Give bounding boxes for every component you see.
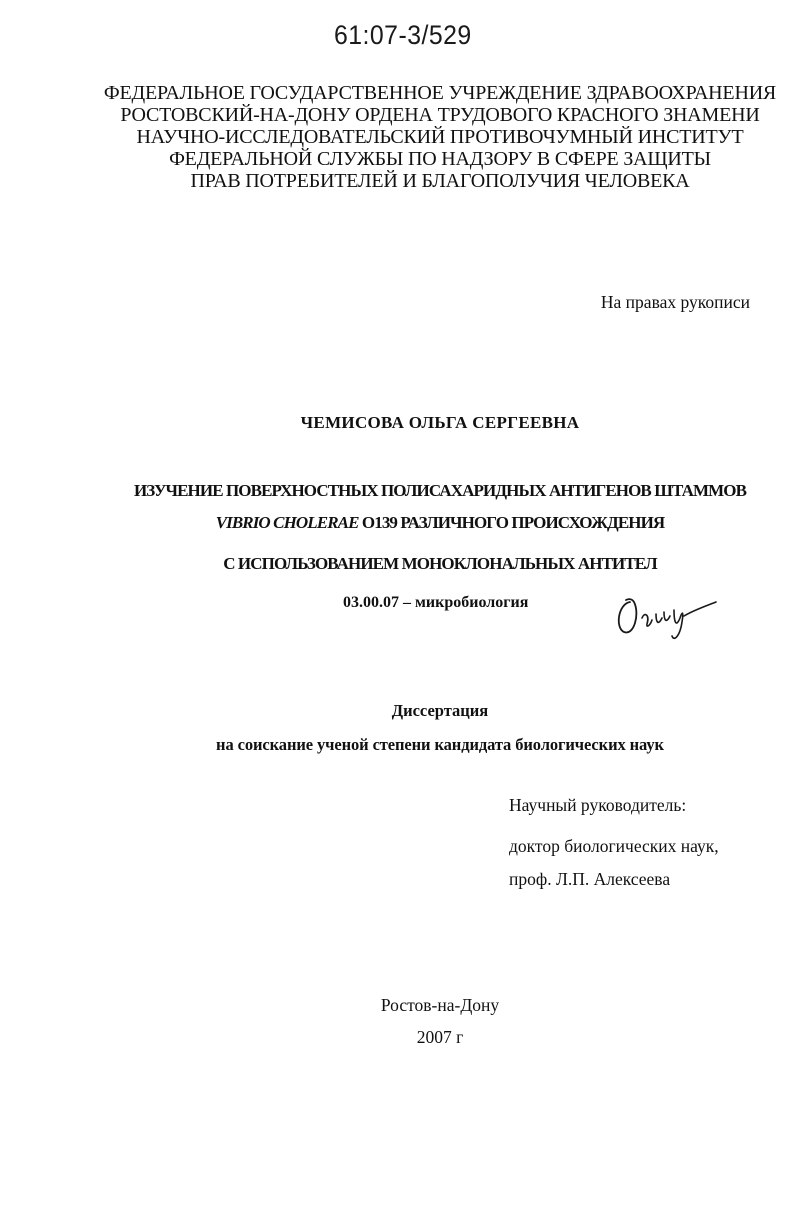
institution-line: ФЕДЕРАЛЬНОЙ СЛУЖБЫ ПО НАДЗОРУ В СФЕРЕ ЗАЩИТЫ	[169, 148, 711, 170]
institution-line: НАУЧНО-ИССЛЕДОВАТЕЛЬСКИЙ ПРОТИВОЧУМНЫЙ ИНСТИТУТ	[136, 126, 744, 148]
institution-line: ПРАВ ПОТРЕБИТЕЛЕЙ И БЛАГОПОЛУЧИЯ ЧЕЛОВЕКА	[190, 170, 690, 192]
title-line-2-rest: O139 РАЗЛИЧНОГО ПРОИСХОЖДЕНИЯ	[358, 513, 665, 532]
institution-line: РОСТОВСКИЙ-НА-ДОНУ ОРДЕНА ТРУДОВОГО КРАСНОГО ЗНАМЕНИ	[120, 104, 760, 126]
author-name: ЧЕМИСОВА ОЛЬГА СЕРГЕЕВНА	[300, 413, 580, 432]
supervisor-name: проф. Л.П. Алексеева	[509, 869, 671, 889]
species-name: VIBRIO CHOLERAE	[215, 513, 359, 532]
handwritten-signature	[612, 588, 722, 648]
institution-name	[40, 82, 798, 192]
degree-statement: на соискание ученой степени кандидата биологических наук	[216, 735, 664, 754]
title-line-3: С ИСПОЛЬЗОВАНИЕМ МОНОКЛОНАЛЬНЫХ АНТИТЕЛ	[223, 554, 657, 573]
rights-notice: На правах рукописи	[600, 292, 750, 312]
dissertation-label: Диссертация	[391, 701, 489, 720]
supervisor-degree: доктор биологических наук,	[509, 836, 719, 856]
title-line-2	[40, 513, 798, 533]
specialty-code: 03.00.07 – микробиология	[343, 594, 529, 611]
institution-line: ФЕДЕРАЛЬНОЕ ГОСУДАРСТВЕННОЕ УЧРЕЖДЕНИЕ ЗДРАВООХРАНЕНИЯ	[103, 82, 777, 104]
supervisor-label: Научный руководитель:	[509, 795, 687, 815]
title-line-1: ИЗУЧЕНИЕ ПОВЕРХНОСТНЫХ ПОЛИСАХАРИДНЫХ АНТИГЕНОВ ШТАММОВ	[133, 481, 747, 500]
year: 2007 г	[416, 1027, 464, 1047]
catalog-number: 61:07-3/529	[334, 20, 472, 50]
city: Ростов-на-Дону	[380, 995, 500, 1015]
